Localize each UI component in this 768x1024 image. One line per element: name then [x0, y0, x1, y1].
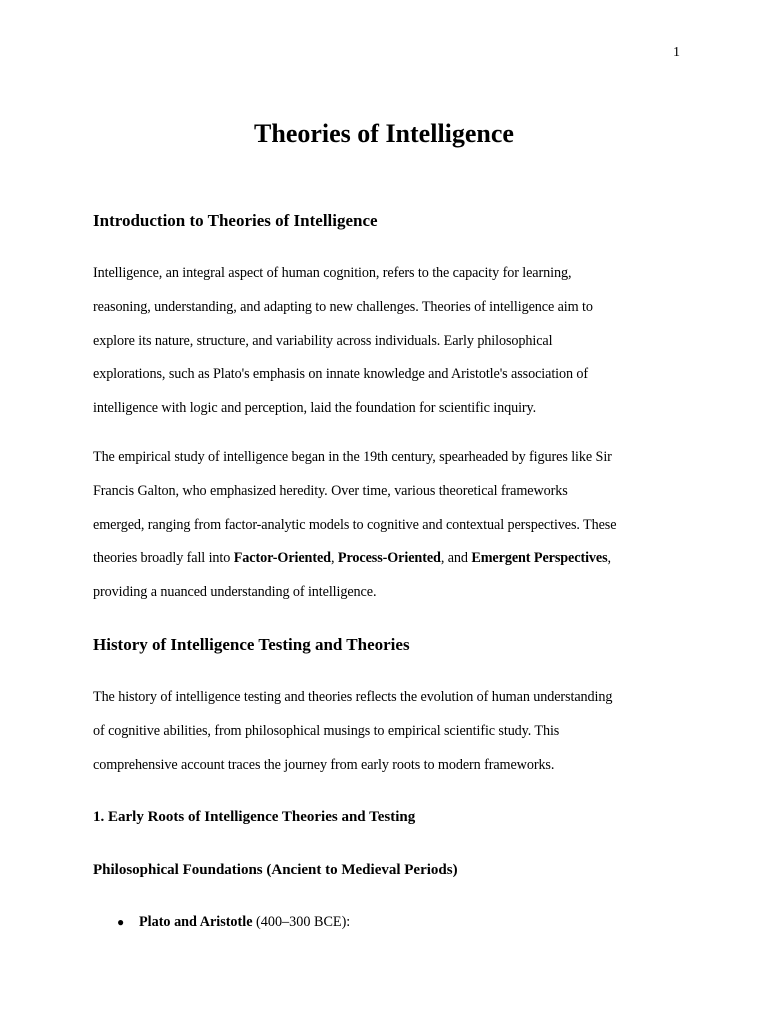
- text-line: explorations, such as Plato's emphasis on innate knowledge and Aristotle's association of: [93, 366, 589, 383]
- text-line: Francis Galton, who emphasized heredity. Over time, various theoretical frameworks: [93, 482, 568, 499]
- text-line: The empirical study of intelligence began in the 19th century, spearheaded by figures like Sir: [93, 449, 612, 465]
- text-line: The history of intelligence testing and theories reflects the evolution of human understanding: [93, 689, 613, 705]
- subheading-early-roots: 1. Early Roots of Intelligence Theories and Testing: [93, 809, 416, 825]
- bold-term-factor-oriented: Factor-Oriented: [233, 550, 331, 567]
- document-title: Theories of Intelligence: [254, 119, 514, 148]
- bullet-icon: ●: [117, 915, 125, 929]
- bold-term-emergent-perspectives: Emergent Perspectives: [471, 550, 608, 567]
- section-heading-history: History of Intelligence Testing and Theories: [93, 635, 410, 654]
- text-line: providing a nuanced understanding of intelligence.: [93, 584, 377, 601]
- intro-paragraph-1: [93, 257, 683, 426]
- text-line: Intelligence, an integral aspect of human cognition, refers to the capacity for learning,: [93, 265, 572, 281]
- text-span: ,: [607, 550, 611, 567]
- text-span: , and: [440, 550, 472, 567]
- text-line: of cognitive abilities, from philosophical musings to empirical scientific study. This: [93, 722, 560, 739]
- text-line: [93, 542, 683, 576]
- bold-term-process-oriented: Process-Oriented: [337, 550, 441, 567]
- list-item: [93, 906, 350, 938]
- page-number: 1: [673, 45, 680, 60]
- section-heading-introduction: Introduction to Theories of Intelligence: [93, 211, 378, 230]
- text-line: comprehensive account traces the journey from early roots to modern frameworks.: [93, 756, 555, 773]
- text-line: intelligence with logic and perception, laid the foundation for scientific inquiry.: [93, 400, 537, 417]
- bullet-text: (400–300 BCE):: [252, 914, 351, 930]
- text-line: emerged, ranging from factor-analytic models to cognitive and contextual perspectives. These: [93, 516, 617, 533]
- text-span: ,: [330, 550, 338, 567]
- text-line: explore its nature, structure, and variability across individuals. Early philosophical: [93, 332, 553, 349]
- intro-paragraph-2: [93, 441, 683, 610]
- history-paragraph-1: [93, 681, 683, 782]
- bullet-list: [93, 906, 350, 938]
- subheading-philosophical-foundations: Philosophical Foundations (Ancient to Medieval Periods): [93, 862, 458, 878]
- text-span: theories broadly fall into: [93, 550, 234, 567]
- bullet-bold-label: Plato and Aristotle: [139, 914, 253, 930]
- text-line: reasoning, understanding, and adapting to new challenges. Theories of intelligence aim to: [93, 298, 593, 315]
